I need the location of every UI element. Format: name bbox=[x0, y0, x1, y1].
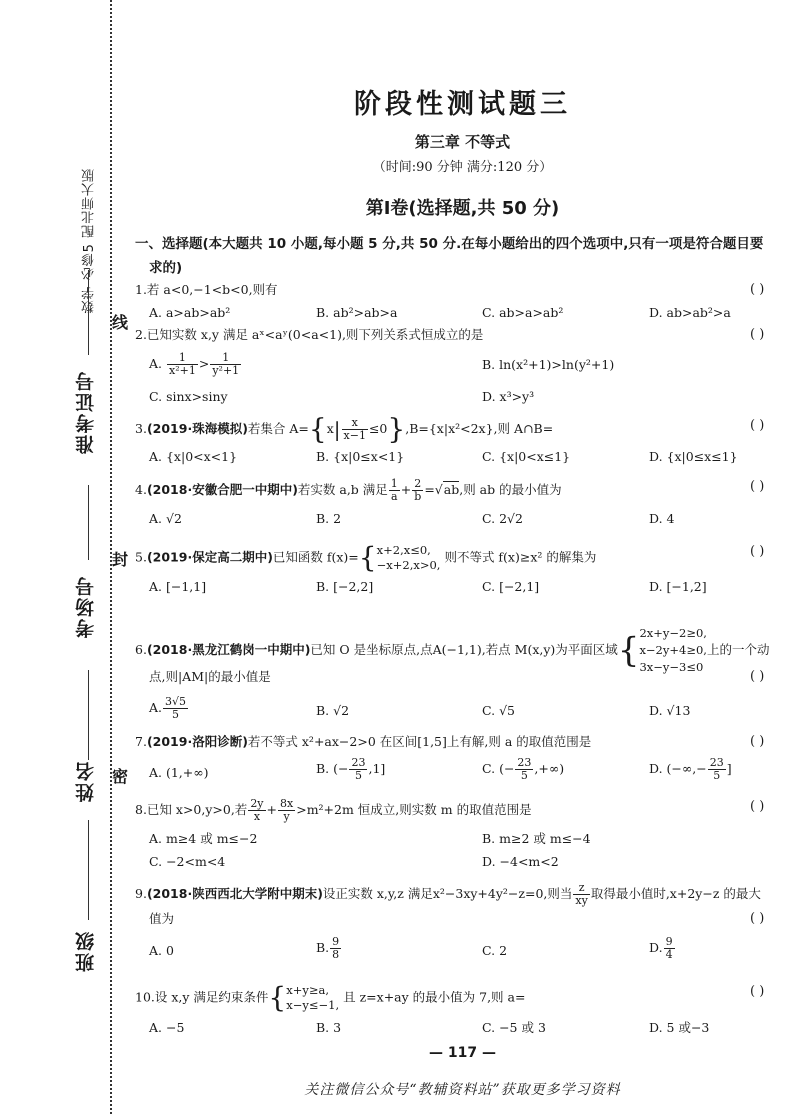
question-stem: 6.(2018·黑龙江鹤岗一中期中)已知 O 是坐标原点,点A(−1,1),若点 M(x,y)为平面区域{ 2x+y−2≥0, x−2y+4≥0, 3x−y−3≤0 上的一个动 bbox=[135, 626, 770, 674]
question-source: (2019·保定高二期中) bbox=[146, 549, 273, 565]
option-d: D. −4<m<2 bbox=[482, 854, 559, 869]
option-a: A. 0 bbox=[149, 943, 174, 958]
page-number: — 117 — bbox=[429, 1045, 496, 1061]
answer-blank: ( ) bbox=[750, 479, 765, 494]
piecewise-cases: x+2,x≤0, −x+2,x>0, bbox=[376, 543, 441, 572]
question-stem: 8.已知 x>0,y>0,若 $\frac{2y}{x}$ + $\frac{8x}{y}$ >m²+2m 恒成立,则实数 m 的取值范围是 bbox=[135, 797, 532, 823]
question-source: (2019·洛阳诊断) bbox=[146, 734, 248, 749]
option-b: B. $\frac{9}{8}$ bbox=[316, 935, 340, 961]
option-c: C. (− $\frac{23}{5}$ ,+∞) bbox=[482, 756, 565, 782]
answer-blank: ( ) bbox=[750, 799, 765, 814]
option-b: B. ab²>ab>a bbox=[316, 305, 398, 320]
answer-blank: ( ) bbox=[750, 911, 765, 926]
option-c: C. ab>a>ab² bbox=[482, 305, 564, 320]
option-d: D. 4 bbox=[649, 511, 675, 526]
seal-mark-line: 线 bbox=[112, 308, 128, 335]
fraction: $\frac{23}{5}$ bbox=[709, 756, 724, 782]
field-exam-number: 准考证号 bbox=[75, 370, 97, 454]
section-instructions bbox=[135, 232, 790, 280]
option-a: A. a>ab>ab² bbox=[149, 305, 231, 320]
field-name: 姓名 bbox=[75, 760, 97, 802]
option-b: B. m≥2 或 m≤−4 bbox=[482, 831, 591, 846]
option-c: C. sinx>siny bbox=[149, 389, 228, 404]
fraction: $\frac{1}{\text{x²+1}}$ bbox=[169, 351, 196, 377]
question-source: (2018·安徽合肥一中期中) bbox=[146, 482, 298, 497]
fraction: $\frac{9}{4}$ bbox=[665, 935, 673, 961]
answer-blank: ( ) bbox=[750, 282, 765, 297]
option-c: C. −5 或 3 bbox=[482, 1020, 546, 1035]
answer-blank: ( ) bbox=[750, 418, 765, 433]
fraction: $\frac{x}{x-1}$ bbox=[343, 416, 366, 442]
question-stem: 7.(2019·洛阳诊断)若不等式 x²+ax−2>0 在区间[1,5]上有解,则 a 的取值范围是 bbox=[135, 734, 592, 749]
answer-blank: ( ) bbox=[750, 544, 765, 559]
question-stem: 1.若 a<0,−1<b<0,则有 bbox=[135, 282, 278, 297]
option-c: C. 2√2 bbox=[482, 511, 523, 526]
option-b: B. [−2,2] bbox=[316, 579, 374, 594]
option-c: C. √5 bbox=[482, 703, 515, 718]
part-title: 第Ⅰ卷(选择题,共 50 分) bbox=[365, 198, 560, 219]
option-a: A. −5 bbox=[149, 1020, 185, 1035]
question-stem: 点,则|AM|的最小值是 bbox=[149, 669, 271, 684]
option-b: B. 3 bbox=[316, 1020, 342, 1035]
option-b: B. 2 bbox=[316, 511, 342, 526]
fraction: $\frac{8x}{y}$ bbox=[280, 797, 294, 823]
question-stem: 9.(2018·陕西西北大学附中期末)设正实数 x,y,z 满足x²−3xy+4y²−z=0,则当 $\frac{z}{xy}$ 取得最小值时,x+2y−z 的最大 bbox=[135, 881, 761, 907]
section-line: 求的) bbox=[149, 260, 183, 276]
option-d: D. (−∞,− $\frac{23}{5}$ ] bbox=[649, 756, 732, 782]
fill-line bbox=[88, 270, 89, 355]
fraction: $\frac{1}{a}$ bbox=[390, 477, 398, 503]
fraction: $\frac{1}{\text{y²+1}}$ bbox=[212, 351, 240, 377]
option-c: C. {x|0<x≤1} bbox=[482, 449, 571, 464]
option-a: A. (1,+∞) bbox=[149, 765, 209, 780]
option-c: C. 2 bbox=[482, 943, 508, 958]
option-a: A. m≥4 或 m≤−2 bbox=[149, 831, 258, 846]
page-title: 阶段性测试题三 bbox=[354, 89, 571, 120]
option-b: B. {x|0≤x<1} bbox=[316, 449, 405, 464]
option-d: D. {x|0≤x≤1} bbox=[649, 449, 738, 464]
seal-mark-secret: 密 bbox=[112, 762, 128, 789]
question-stem: 4.(2018·安徽合肥一中期中)若实数 a,b 满足 $\frac{1}{a}$ + $\frac{2}{b}$ =√ab,则 ab 的最小值为 bbox=[135, 477, 562, 503]
answer-blank: ( ) bbox=[750, 984, 765, 999]
time-info: （时间:90 分钟 满分:120 分） bbox=[372, 160, 553, 175]
region-constraints: 2x+y−2≥0, x−2y+4≥0, 3x−y−3≤0 bbox=[639, 626, 707, 674]
question-source: (2019·珠海模拟) bbox=[146, 421, 248, 436]
option-d: D. x³>y³ bbox=[482, 389, 535, 404]
option-c: C. [−2,1] bbox=[482, 579, 540, 594]
chapter-title: 第三章 不等式 bbox=[414, 133, 511, 151]
footer-note: 关注微信公众号“教辅资料站”获取更多学习资料 bbox=[304, 1082, 621, 1098]
question-source: (2018·陕西西北大学附中期末) bbox=[146, 886, 323, 901]
option-d: D. [−1,2] bbox=[649, 579, 707, 594]
fraction: $\frac{23}{5}$ bbox=[517, 756, 532, 782]
answer-blank: ( ) bbox=[750, 669, 765, 684]
option-b: B. (− $\frac{23}{5}$ ,1] bbox=[316, 756, 386, 782]
question-stem: 5.(2019·保定高二期中)已知函数 f(x)={ x+2,x≤0, −x+2,x>0, 则不等式 f(x)≥x² 的解集为 bbox=[135, 541, 597, 574]
field-class: 班级 bbox=[75, 930, 97, 972]
option-a: A. {x|0<x<1} bbox=[149, 449, 238, 464]
edition-label: 数学 必修5 配北师大版 bbox=[82, 168, 97, 314]
fraction: $\frac{9}{8}$ bbox=[332, 935, 340, 961]
question-stem: 值为 bbox=[149, 911, 175, 926]
fraction: $\frac{2y}{x}$ bbox=[250, 797, 264, 823]
seal-mark-seal: 封 bbox=[112, 545, 128, 572]
option-b: B. √2 bbox=[316, 703, 350, 718]
option-a: A. $\frac{1}{\text{x²+1}}$ > $\frac{1}{\text{y²+1}}$ bbox=[149, 351, 240, 377]
fraction: $\frac{3√5}{5}$ bbox=[165, 695, 187, 721]
fraction: $\frac{23}{5}$ bbox=[351, 756, 366, 782]
option-d: D. ab>ab²>a bbox=[649, 305, 731, 320]
field-exam-room: 考场号 bbox=[75, 575, 97, 638]
constraint-system: x+y≥a, x−y≤−1, bbox=[286, 983, 340, 1012]
option-d: D. $\frac{9}{4}$ bbox=[649, 935, 673, 961]
option-b: B. ln(x²+1)>ln(y²+1) bbox=[482, 357, 615, 372]
fraction: $\frac{z}{xy}$ bbox=[575, 881, 588, 907]
binding-margin bbox=[0, 0, 129, 1114]
answer-blank: ( ) bbox=[750, 327, 765, 342]
fill-line bbox=[88, 670, 89, 760]
fraction: $\frac{2}{b}$ bbox=[414, 477, 422, 503]
option-a: A. $\frac{3√5}{5}$ bbox=[149, 695, 187, 721]
option-d: D. √13 bbox=[649, 703, 691, 718]
answer-blank: ( ) bbox=[750, 734, 765, 749]
option-c: C. −2<m<4 bbox=[149, 854, 226, 869]
question-stem: 2.已知实数 x,y 满足 aˣ<aʸ(0<a<1),则下列关系式恒成立的是 bbox=[135, 327, 484, 342]
question-source: (2018·黑龙江鹤岗一中期中) bbox=[146, 642, 311, 657]
option-a: A. √2 bbox=[149, 511, 182, 526]
question-stem: 3.(2019·珠海模拟)若集合 A={x| $\frac{x}{x-1}$ ≤0},B={x|x²<2x},则 A∩B= bbox=[135, 412, 554, 446]
option-d: D. 5 或−3 bbox=[649, 1020, 710, 1035]
fill-line bbox=[88, 485, 89, 560]
option-a: A. [−1,1] bbox=[149, 579, 207, 594]
fill-line bbox=[88, 820, 89, 920]
section-line: 一、选择题(本大题共 10 小题,每小题 5 分,共 50 分.在每小题给出的四个选项中,只有一项是符合题目要 bbox=[135, 236, 764, 252]
question-stem: 10.设 x,y 满足约束条件{ x+y≥a, x−y≤−1, 且 z=x+ay 的最小值为 7,则 a= bbox=[135, 981, 526, 1014]
